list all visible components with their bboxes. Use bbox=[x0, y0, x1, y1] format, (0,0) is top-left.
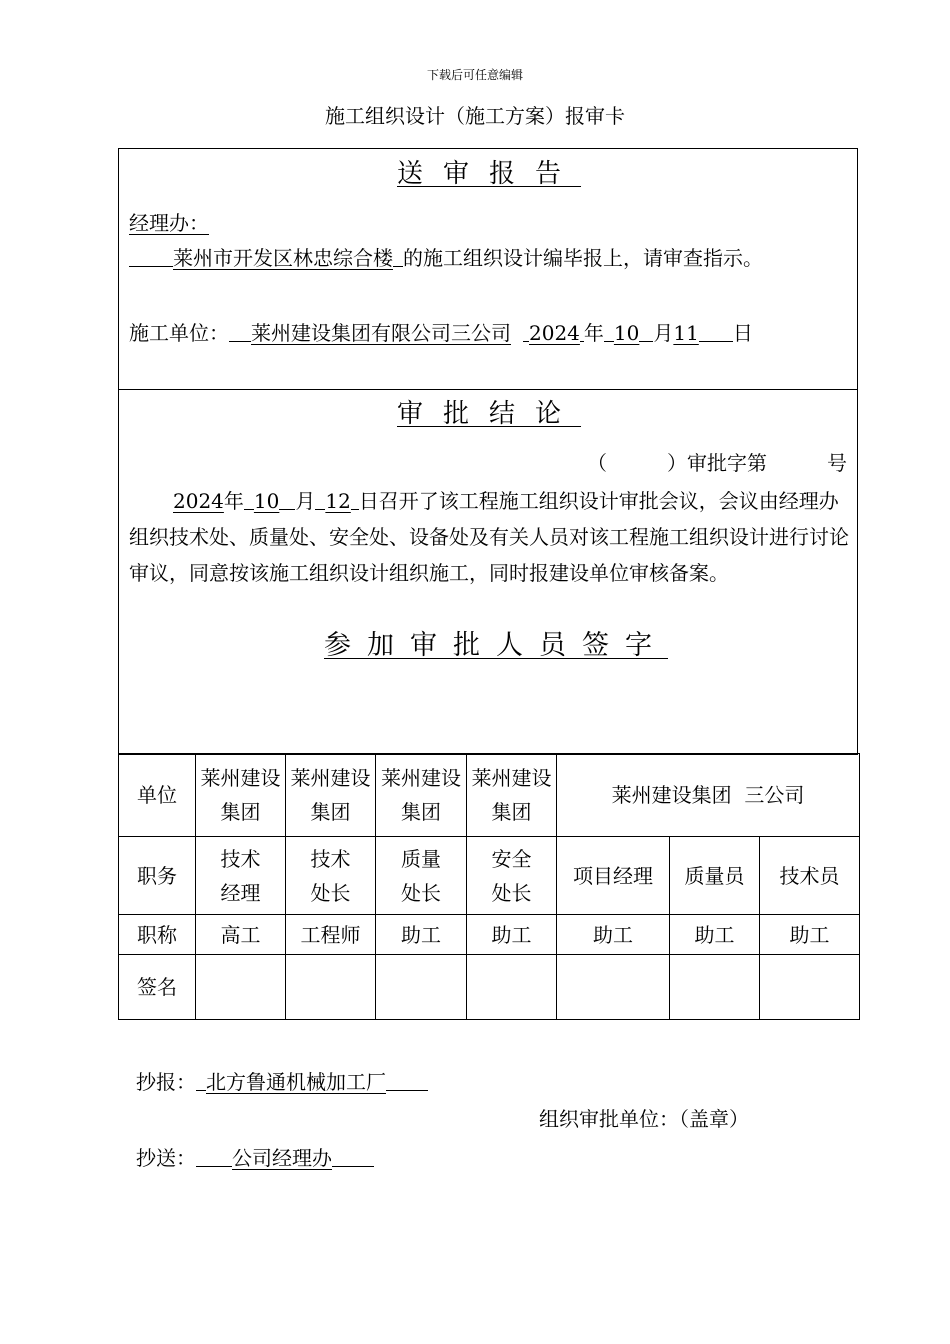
signature-cell bbox=[760, 955, 860, 1020]
day-label: 日 bbox=[732, 321, 753, 345]
send-recipient: 公司经理办 bbox=[232, 1146, 332, 1170]
meeting-month: 10 bbox=[253, 489, 280, 513]
title-row bbox=[119, 915, 860, 955]
unit-cell: 莱州建设集团 bbox=[286, 754, 376, 837]
unit-label: 施工单位： bbox=[129, 321, 229, 345]
position-cell: 项目经理 bbox=[557, 837, 670, 915]
report-to-line bbox=[136, 1066, 428, 1095]
meeting-day: 12 bbox=[325, 489, 351, 513]
position-text: 技术处长 bbox=[310, 846, 351, 905]
title-cell: 高工 bbox=[196, 915, 286, 955]
document-title: 施工组织设计（施工方案）报审卡 bbox=[325, 104, 625, 128]
submit-month: 10 bbox=[613, 321, 640, 345]
row-label-position: 职务 bbox=[119, 837, 196, 915]
approval-conclusion-section bbox=[118, 389, 858, 755]
position-cell bbox=[286, 837, 376, 915]
approval-heading-text: 审批结论 bbox=[397, 399, 582, 429]
report-label: 抄报： bbox=[136, 1070, 196, 1094]
submit-day: 11 bbox=[673, 321, 699, 345]
signature-cell bbox=[196, 955, 286, 1020]
position-cell: 技术员 bbox=[760, 837, 860, 915]
row-label-unit: 单位 bbox=[119, 754, 196, 837]
approval-doc-number: （ ）审批字第 号 bbox=[587, 451, 847, 475]
approval-signature-table bbox=[118, 753, 860, 1020]
title-cell: 工程师 bbox=[286, 915, 376, 955]
construction-unit-line bbox=[129, 317, 753, 346]
approval-body: 2024年 10 月 12 日召开了该工程施工组织设计审批会议，会议由经理办组织技术处、质量处、安全处、设备处及有关人员对该工程施工组织设计进行讨论审议，同意按该施工组织设计组织施工，同时报建设单位审核备案。 bbox=[129, 489, 849, 585]
watermark-text: 下载后可任意编辑 bbox=[426, 68, 523, 82]
report-recipient: 北方鲁通机械加工厂 bbox=[206, 1070, 386, 1094]
month-label: 月 bbox=[653, 321, 674, 345]
signatures-heading: 参加审批人员签字 bbox=[324, 630, 668, 661]
title-cell: 助工 bbox=[376, 915, 467, 955]
position-cell bbox=[467, 837, 557, 915]
project-name: 莱州市开发区林忠综合楼 bbox=[173, 246, 393, 270]
title-cell: 助工 bbox=[670, 915, 760, 955]
unit-cell: 莱州建设集团 bbox=[376, 754, 467, 837]
unit-cell: 莱州建设集团 bbox=[467, 754, 557, 837]
meeting-year: 2024 bbox=[173, 489, 224, 513]
signature-cell bbox=[286, 955, 376, 1020]
row-label-title: 职称 bbox=[119, 915, 196, 955]
addressee: 经理办： bbox=[129, 211, 209, 235]
signature-cell bbox=[557, 955, 670, 1020]
signature-row bbox=[119, 955, 860, 1020]
unit-cell-merged: 莱州建设集团 三公司 bbox=[557, 754, 860, 837]
position-cell bbox=[376, 837, 467, 915]
unit-name: 莱州建设集团有限公司三公司 bbox=[251, 321, 511, 345]
position-cell bbox=[196, 837, 286, 915]
submission-body-rest: 的施工组织设计编毕报上，请审查指示。 bbox=[403, 246, 763, 270]
approval-body-rest: 日召开了该工程施工组织设计审批会议，会议由经理办组织技术处、质量处、安全处、设备处及有关人员对该工程施工组织设计进行讨论审议，同意按该施工组织设计组织施工，同时报建设单位审核备案。 bbox=[129, 489, 849, 585]
position-row bbox=[119, 837, 860, 915]
submission-heading-text: 送审报告 bbox=[397, 159, 582, 189]
row-label-signature: 签名 bbox=[119, 955, 196, 1020]
signature-cell bbox=[376, 955, 467, 1020]
year-label: 年 bbox=[583, 321, 604, 345]
submission-heading bbox=[397, 153, 581, 190]
title-cell: 助工 bbox=[760, 915, 860, 955]
title-cell: 助工 bbox=[557, 915, 670, 955]
unit-row bbox=[119, 754, 860, 837]
approval-heading bbox=[397, 393, 581, 430]
position-text: 安全处长 bbox=[491, 846, 532, 905]
position-cell: 质量员 bbox=[670, 837, 760, 915]
approval-unit-seal: 组织审批单位：（盖章） bbox=[539, 1107, 749, 1131]
title-cell: 助工 bbox=[467, 915, 557, 955]
position-text: 技术经理 bbox=[220, 846, 261, 905]
signature-cell bbox=[670, 955, 760, 1020]
submission-report-section bbox=[118, 148, 858, 390]
submission-body bbox=[129, 240, 851, 276]
signature-cell bbox=[467, 955, 557, 1020]
unit-cell: 莱州建设集团 bbox=[196, 754, 286, 837]
send-to-line bbox=[136, 1142, 374, 1171]
send-label: 抄送： bbox=[136, 1146, 196, 1170]
submit-year: 2024 bbox=[529, 321, 580, 345]
position-text: 质量处长 bbox=[401, 846, 441, 905]
